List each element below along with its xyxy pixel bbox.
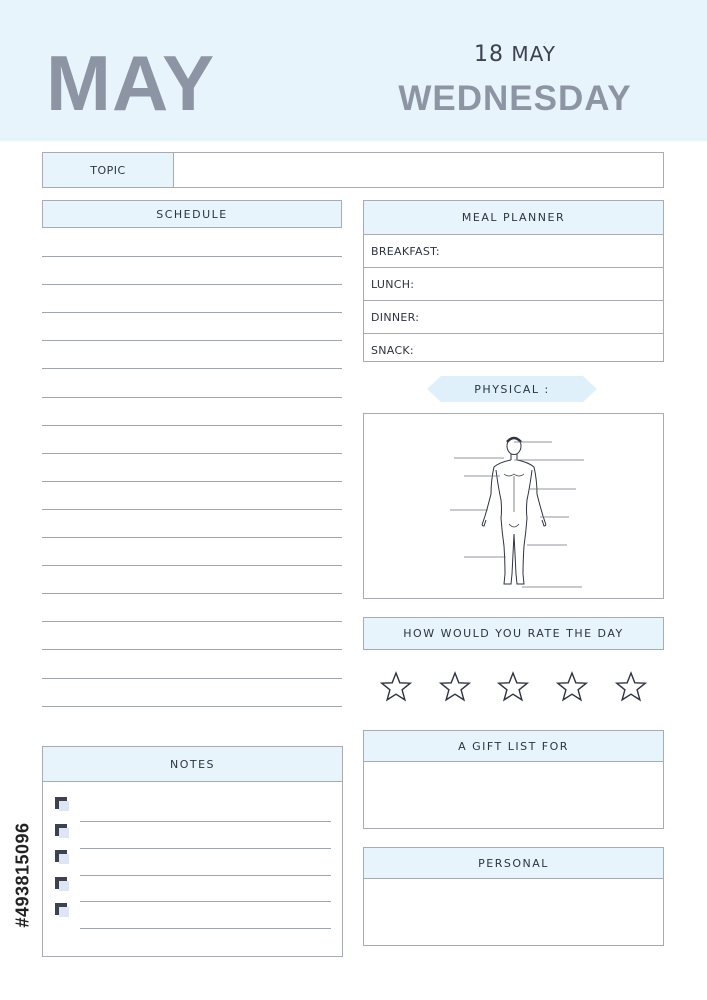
- meal-planner-header: MEAL PLANNER: [364, 201, 663, 235]
- star-icon[interactable]: [615, 671, 647, 703]
- schedule-line[interactable]: [42, 509, 342, 510]
- star-rating: [363, 665, 664, 709]
- physical-body-box: [363, 413, 664, 599]
- meal-label: BREAKFAST:: [371, 244, 440, 258]
- note-checkbox[interactable]: [55, 797, 67, 809]
- date-label: [440, 42, 590, 67]
- month-title: MAY: [46, 39, 216, 127]
- schedule-line[interactable]: [42, 284, 342, 285]
- notes-header: NOTES: [43, 747, 342, 782]
- note-line[interactable]: [80, 848, 331, 849]
- topic-label: TOPIC: [43, 153, 174, 187]
- human-body-diagram-icon: [364, 414, 663, 598]
- schedule-line[interactable]: [42, 453, 342, 454]
- gift-list-box: [363, 730, 664, 829]
- personal-area[interactable]: [364, 879, 663, 947]
- star-icon[interactable]: [439, 671, 471, 703]
- schedule-line[interactable]: [42, 678, 342, 679]
- note-checkbox[interactable]: [55, 903, 67, 915]
- schedule-line[interactable]: [42, 340, 342, 341]
- note-line[interactable]: [80, 821, 331, 822]
- date-number: 18: [474, 42, 505, 67]
- gift-list-area[interactable]: [364, 762, 663, 830]
- stock-id-text: #493815096: [12, 822, 33, 928]
- note-checkbox[interactable]: [55, 850, 67, 862]
- note-checkbox[interactable]: [55, 877, 67, 889]
- schedule-line[interactable]: [42, 706, 342, 707]
- note-line[interactable]: [80, 875, 331, 876]
- date-month: MAY: [511, 42, 556, 66]
- schedule-line[interactable]: [42, 593, 342, 594]
- notes-box: [42, 746, 343, 957]
- meal-row-snack[interactable]: [364, 334, 663, 366]
- personal-box: [363, 847, 664, 946]
- schedule-line[interactable]: [42, 312, 342, 313]
- schedule-line[interactable]: [42, 621, 342, 622]
- topic-row: [42, 152, 664, 188]
- topic-field[interactable]: [174, 153, 663, 187]
- meal-label: SNACK:: [371, 343, 414, 357]
- schedule-line[interactable]: [42, 649, 342, 650]
- meal-label: LUNCH:: [371, 277, 415, 291]
- gift-list-header: A GIFT LIST FOR: [364, 731, 663, 762]
- meal-planner: [363, 200, 664, 362]
- rate-day-header: HOW WOULD YOU RATE THE DAY: [363, 617, 664, 650]
- schedule-line[interactable]: [42, 565, 342, 566]
- schedule-line[interactable]: [42, 256, 342, 257]
- note-checkbox[interactable]: [55, 824, 67, 836]
- schedule-line[interactable]: [42, 481, 342, 482]
- schedule-line[interactable]: [42, 397, 342, 398]
- meal-row-breakfast[interactable]: [364, 235, 663, 268]
- star-icon[interactable]: [380, 671, 412, 703]
- physical-label: PHYSICAL :: [474, 382, 550, 396]
- weekday-title: WEDNESDAY: [398, 79, 632, 118]
- schedule-header: SCHEDULE: [42, 200, 342, 228]
- schedule-line[interactable]: [42, 537, 342, 538]
- note-line[interactable]: [80, 928, 331, 929]
- stock-watermark: [10, 760, 36, 990]
- star-icon[interactable]: [497, 671, 529, 703]
- note-line[interactable]: [80, 901, 331, 902]
- schedule-line[interactable]: [42, 425, 342, 426]
- meal-row-lunch[interactable]: [364, 268, 663, 301]
- personal-header: PERSONAL: [364, 848, 663, 879]
- star-icon[interactable]: [556, 671, 588, 703]
- meal-label: DINNER:: [371, 310, 420, 324]
- meal-row-dinner[interactable]: [364, 301, 663, 334]
- schedule-line[interactable]: [42, 368, 342, 369]
